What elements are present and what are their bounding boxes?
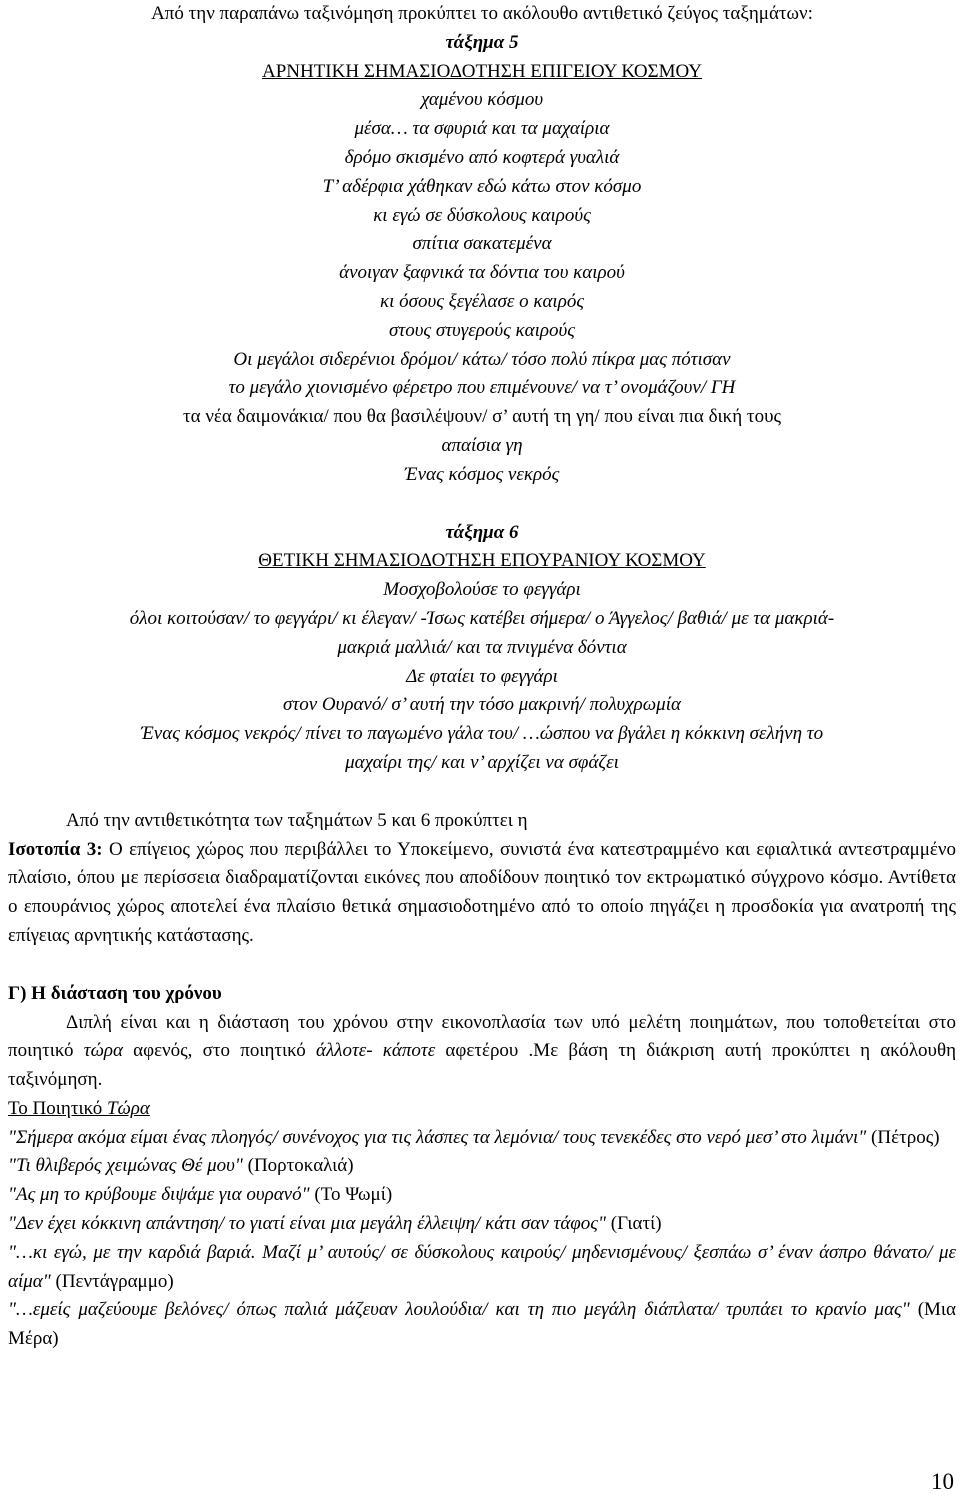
quote-text: "Δεν έχει κόκκινη απάντηση/ το γιατί είναι μια μεγάλη έλλειψη/ κάτι σαν τάφος" — [8, 1213, 606, 1235]
quote — [8, 1152, 956, 1181]
poem-line: δρόμο σκισμένο από κοφτερά γυαλιά — [344, 146, 620, 168]
poem-line: μακριά μαλλιά/ και τα πνιγμένα δόντια — [337, 636, 627, 658]
paragraph-italic-term: τώρα — [83, 1040, 123, 1062]
taxima-6-subtitle: ΘΕΤΙΚΗ ΣΗΜΑΣΙΟΔΟΤΗΣΗ ΕΠΟΥΡΑΝΙΟΥ ΚΟΣΜΟΥ — [258, 550, 706, 572]
isotopia-label: Ισοτοπία 3: — [8, 838, 103, 860]
paragraph-text: αφενός, στο ποιητικό — [122, 1040, 317, 1062]
spacer — [8, 951, 956, 980]
quote-source: (Πεντάγραμμο) — [50, 1270, 174, 1292]
section-heading: Γ) Η διάσταση του χρόνου — [8, 982, 222, 1004]
poem-line: μαχαίρι της/ και ν’ αρχίζει να σφάζει — [345, 751, 619, 773]
page-number: 10 — [931, 1469, 954, 1494]
quote-source: (Το Ψωμί) — [309, 1184, 393, 1206]
poem-line: στους στυγερούς καιρούς — [389, 319, 575, 341]
poem-line: Ένας κόσμος νεκρός — [404, 463, 560, 485]
quote-text: "…κι εγώ, με την καρδιά βαριά. Μαζί μ’ αυτούς/ σε δύσκολους καιρούς/ μηδενισμένους/ ξεσπάω σ’ έναν άσπρο θάνατο/ με αίμα" — [8, 1241, 956, 1292]
taxima-6-poem — [8, 576, 956, 778]
quote-source: (Πέτρος) — [866, 1126, 940, 1148]
taxima-6-title: τάξημα 6 — [445, 521, 519, 543]
poem-line: μέσα… τα σφυριά και τα μαχαίρια — [354, 118, 610, 140]
subheading-text: Το Ποιητικό — [8, 1097, 107, 1119]
quote-text: "Τι θλιβερός χειμώνας Θέ μου" — [8, 1155, 243, 1177]
taxima-5-poem — [8, 86, 956, 403]
isotopia-paragraph — [8, 836, 956, 951]
poem-line: σπίτια σακατεμένα — [412, 233, 552, 255]
quote-text: "Ας μη το κρύβουμε διψάμε για ουρανό" — [8, 1184, 310, 1206]
intro-line: Από την παραπάνω ταξινόμηση προκύπτει το ακόλουθο αντιθετικό ζεύγος ταξημάτων: — [151, 3, 813, 24]
taxima-5-title: τάξημα 5 — [445, 31, 519, 53]
quote — [8, 1181, 956, 1210]
subheading-italic: Τώρα — [106, 1097, 150, 1119]
poem-line: Ένας κόσμος νεκρός/ πίνει το παγωμένο γάλα του/ …ώσπου να βγάλει η κόκκινη σελήνη το — [140, 723, 824, 745]
quote — [8, 1210, 956, 1239]
quote-source: (Μια Μέρα) — [8, 1299, 956, 1350]
paragraph-text: αφετέρου .Με βάση τη διάκριση αυτή προκύπτει η ακόλουθη ταξινόμηση. — [8, 1040, 956, 1091]
quote-source: (Πορτοκαλιά) — [242, 1155, 354, 1177]
poem-line: όλοι κοιτούσαν/ το φεγγάρι/ κι έλεγαν/ -Ίσως κατέβει σήμερα/ ο Άγγελος/ βαθιά/ με τα μακριά- — [129, 607, 835, 629]
poem-line: στον Ουρανό/ σ’ αυτή την τόσο μακρινή/ πολυχρωμία — [283, 694, 681, 716]
poem-line: το μεγάλο χιονισμένο φέρετρο που επιμένουνε/ να τ’ ονομάζουν/ ΓΗ — [228, 377, 736, 399]
quote-source: (Γιατί) — [606, 1213, 662, 1235]
quote-text: "…εμείς μαζεύουμε βελόνες/ όπως παλιά μάζευαν λουλούδια/ και τη πιο μεγάλη διάπλατα/ τρυπάει το κρανίο μας" — [8, 1299, 910, 1321]
subheading — [8, 1095, 956, 1124]
poem-line: κι εγώ σε δύσκολους καιρούς — [373, 204, 591, 226]
quote — [8, 1296, 956, 1354]
spacer — [8, 778, 956, 807]
poem-line: χαμένου κόσμου — [420, 89, 544, 111]
document-page — [8, 0, 956, 1354]
quote — [8, 1239, 956, 1297]
taxima-5-subtitle: ΑΡΝΗΤΙΚΗ ΣΗΜΑΣΙΟΔΟΤΗΣΗ ΕΠΙΓΕΙΟΥ ΚΟΣΜΟΥ — [261, 60, 703, 82]
section-paragraph — [8, 1009, 956, 1095]
poem-line: Τ’ αδέρφια χάθηκαν εδώ κάτω στον κόσμο — [322, 175, 642, 197]
poem-line-upright: τα νέα δαιμονάκια/ που θα βασιλέψουν/ σ’ αυτή τη γη/ που είναι πια δική τους — [183, 406, 781, 428]
paragraph-text: Διπλή είναι και η διάσταση του χρόνου στην εικονοπλασία των υπό μελέτη ποιημάτων, που τοποθετείται στο ποιητικό — [8, 1011, 956, 1062]
quote — [8, 1124, 956, 1153]
poem-line: Οι μεγάλοι σιδερένιοι δρόμοι/ κάτω/ τόσο πολύ πίκρα μας πότισαν — [233, 348, 731, 370]
poem-line: Μοσχοβολούσε το φεγγάρι — [383, 579, 581, 601]
poem-line: Δε φταίει το φεγγάρι — [406, 665, 558, 687]
quote-text: "Σήμερα ακόμα είμαι ένας πλοηγός/ συνένοχος για τις λάσπες τα λεμόνια/ τους τενεκέδες στο νερό μεσ’ στο λιμάνι" — [8, 1126, 867, 1148]
paragraph-italic-term: άλλοτε- κάποτε — [316, 1040, 436, 1062]
poem-line: κι όσους ξεγέλασε ο καιρός — [379, 290, 585, 312]
poem-line: άνοιγαν ξαφνικά τα δόντια του καιρού — [339, 262, 625, 284]
poem-line: απαίσια γη — [441, 434, 523, 456]
spacer — [8, 490, 956, 519]
isotopia-text: Ο επίγειος χώρος που περιβάλλει το Υποκείμενο, συνιστά ένα κατεστραμμένο και εφιαλτικά αντεστραμμένο πλαίσιο, όπου με περίσσεια διαδραματίζονται εικόνες που αποδίδουν ποιητικό τον εκτρωματικό σύγχρονο κόσμο. Αντίθετα ο επουράνιος χώρος αποτελεί ένα πλαίσιο θετικά σημασιοδοτημένο από το οποίο πηγάζει η προσδοκία για ανατροπή της επίγειας αρνητικής κατάστασης. — [8, 838, 957, 946]
taxima-5-poem-end — [8, 432, 956, 490]
isotopia-lead: Από την αντιθετικότητα των ταξημάτων 5 και 6 προκύπτει η — [66, 809, 528, 831]
